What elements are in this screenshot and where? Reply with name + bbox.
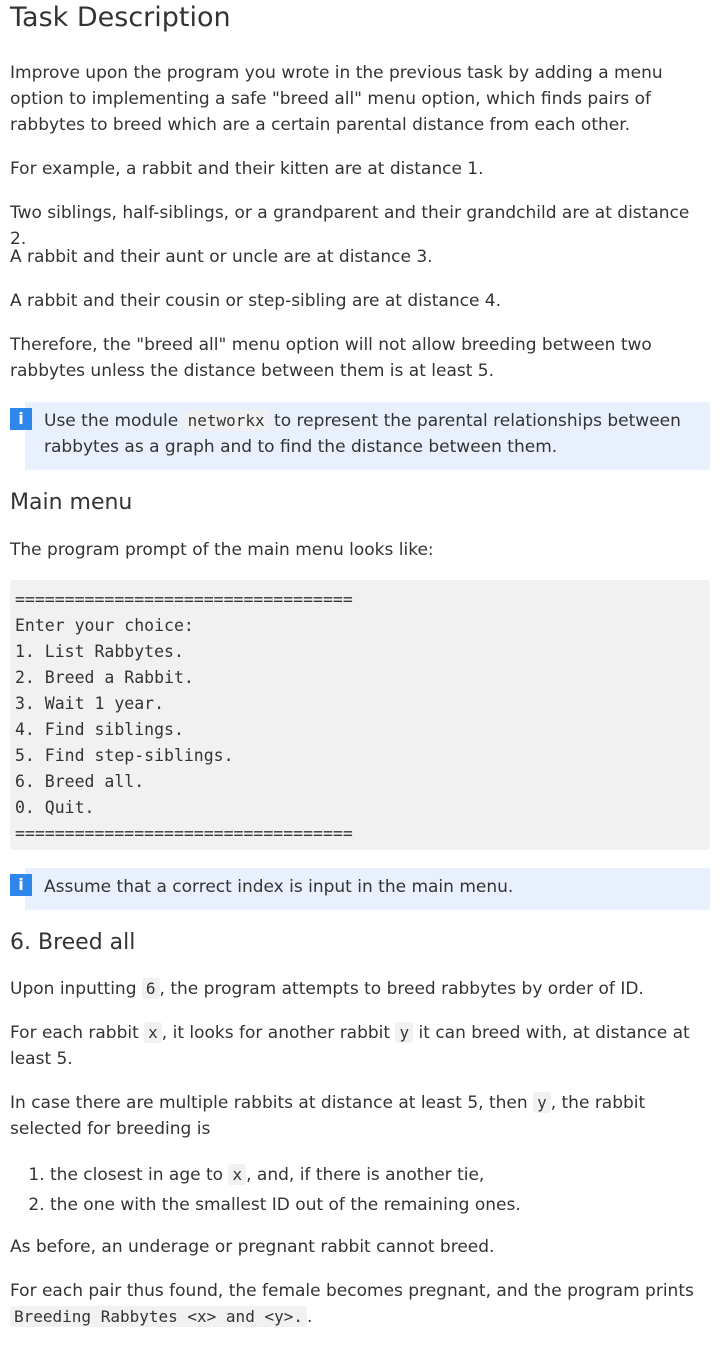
selection-criteria-list (24, 1160, 710, 1220)
main-menu-code-block: ================================== Enter your choice: 1. List Rabbytes. 2. Breed a Rabbit. 3. Wait 1 year. 4. Find siblings. 5. Find step-siblings. 6. Breed all. 0. Quit. ================================== (10, 580, 710, 850)
distance-3-paragraph: A rabbit and their aunt or uncle are at distance 3. (10, 247, 433, 267)
list-item: 1. the closest in age to x , and, if there is another tie, (50, 1160, 710, 1190)
info-icon: i (10, 408, 32, 430)
note-text-before: Use the module (44, 411, 184, 431)
list-item: 2. the one with the smallest ID out of the remaining ones. (50, 1190, 710, 1220)
breeding-output-code: Breeding Rabbytes <x> and <y>. (10, 1306, 307, 1327)
main-menu-intro: The program prompt of the main menu looks like: (10, 540, 434, 560)
networkx-note (18, 402, 710, 470)
breed-all-heading: 6. Breed all (10, 930, 136, 955)
breed-all-p2: For each rabbit x , it looks for another rabbit y it can breed with, at distance at least 5. (10, 1023, 690, 1069)
index-note-text: Assume that a correct index is input in the main menu. (44, 877, 514, 897)
code-y: y (395, 1022, 413, 1043)
therefore-paragraph: Therefore, the "breed all" menu option will not allow breeding between two rabbytes unless the distance between them is at least 5. (10, 335, 652, 381)
breed-all-p3: In case there are multiple rabbits at distance at least 5, then y , the rabbit selected for breeding is (10, 1093, 646, 1139)
code-6: 6 (142, 978, 160, 999)
intro-paragraph: Improve upon the program you wrote in the previous task by adding a menu option to implementing a safe "breed all" menu option, which finds pairs of rabbytes to breed which are a certain parental distance from each other. (10, 63, 663, 135)
distance-1-paragraph: For example, a rabbit and their kitten are at distance 1. (10, 159, 484, 179)
code-y: y (533, 1092, 551, 1113)
index-note (18, 868, 710, 910)
networkx-code: networkx (184, 410, 269, 431)
note-text-after: to represent the parental relationships between rabbytes as a graph and to find the distance between them. (44, 411, 681, 457)
page-title: Task Description (10, 2, 231, 33)
breed-all-p1: Upon inputting 6 , the program attempts to breed rabbytes by order of ID. (10, 979, 644, 999)
distance-2-paragraph: Two siblings, half-siblings, or a grandparent and their grandchild are at distance 2. (10, 203, 690, 249)
main-menu-heading: Main menu (10, 490, 133, 515)
distance-4-paragraph: A rabbit and their cousin or step-sibling are at distance 4. (10, 291, 502, 311)
code-x: x (228, 1164, 246, 1185)
code-x: x (144, 1022, 162, 1043)
breed-all-p4: As before, an underage or pregnant rabbit cannot breed. (10, 1237, 495, 1257)
info-icon: i (10, 874, 32, 896)
breed-all-p5: For each pair thus found, the female becomes pregnant, and the program prints Breeding Rabbytes <x> and <y>. . (10, 1281, 694, 1327)
